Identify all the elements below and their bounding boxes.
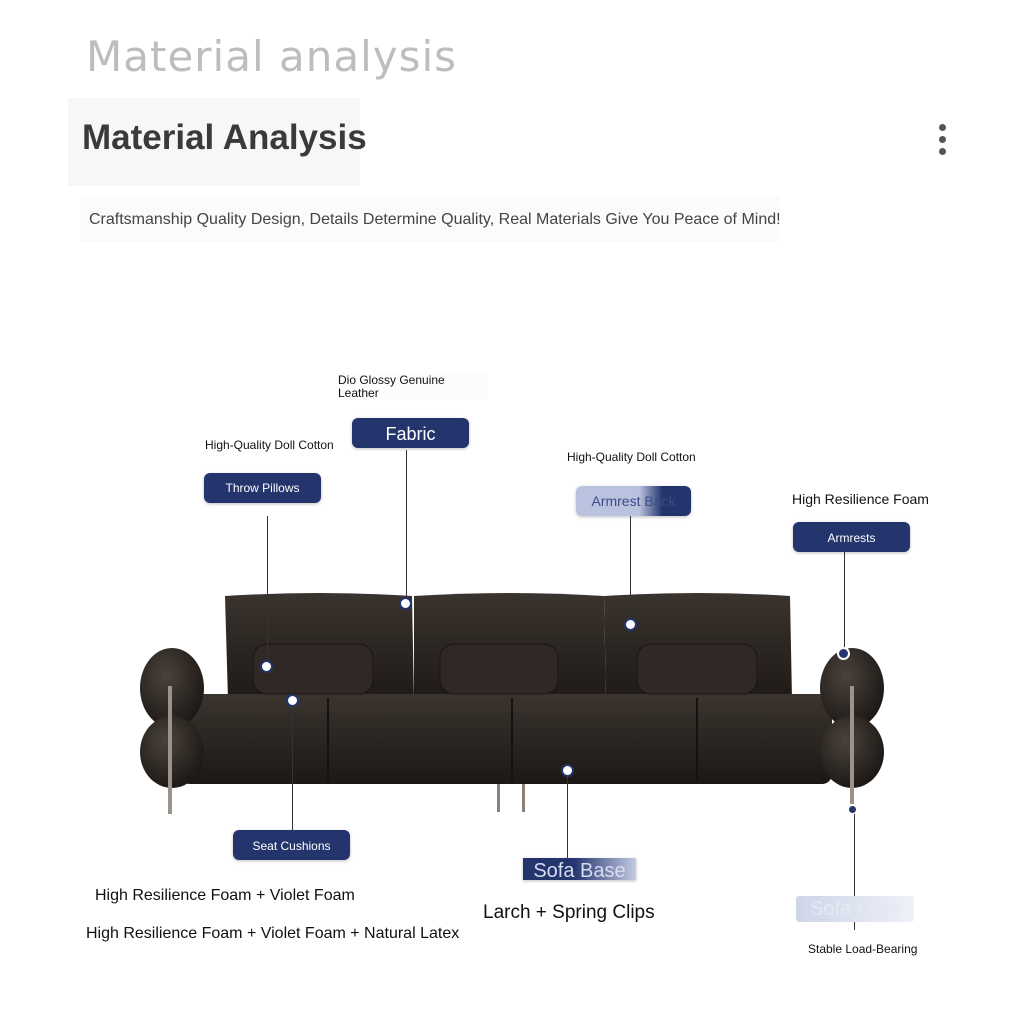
base-material-label: Larch + Spring Clips bbox=[483, 902, 655, 923]
seat-material-label-1: High Resilience Foam + Violet Foam bbox=[95, 887, 355, 904]
watermark-title: Material analysis bbox=[86, 32, 458, 81]
pillows-leader-line bbox=[267, 516, 268, 662]
legs-hotspot[interactable] bbox=[847, 804, 858, 815]
fabric-tag[interactable]: Fabric bbox=[352, 418, 469, 448]
seat-cushions-tag[interactable]: Seat Cushions bbox=[233, 830, 350, 860]
seat-material-label-2: High Resilience Foam + Violet Foam + Natural Latex bbox=[86, 925, 460, 942]
legs-material-label: Stable Load-Bearing bbox=[808, 942, 918, 956]
armrest-back-leader-line bbox=[630, 516, 631, 620]
fabric-leader-line bbox=[406, 450, 407, 598]
sofa-base-tag[interactable]: Sofa Base bbox=[523, 858, 636, 880]
armrest-back-hotspot[interactable] bbox=[624, 618, 637, 631]
pillows-hotspot[interactable] bbox=[260, 660, 273, 673]
fabric-hotspot[interactable] bbox=[399, 597, 412, 610]
throw-pillows-tag[interactable]: Throw Pillows bbox=[204, 473, 321, 503]
armrest-back-tag[interactable]: Armrest Back bbox=[576, 486, 691, 516]
pillows-material-label: High-Quality Doll Cotton bbox=[205, 438, 334, 452]
page-subtitle: Craftsmanship Quality Design, Details Determine Quality, Real Materials Give You Peace of Mind! bbox=[89, 211, 781, 228]
base-leader-line bbox=[567, 776, 568, 858]
fabric-material-label: Dio Glossy Genuine Leather bbox=[338, 374, 488, 400]
armrests-material-label: High Resilience Foam bbox=[792, 491, 929, 507]
armrest-back-material-label: High-Quality Doll Cotton bbox=[567, 450, 696, 464]
armrests-leader-line bbox=[844, 552, 845, 648]
sofa-legs-tag[interactable]: Sofa Legs bbox=[796, 896, 914, 922]
seat-leader-line bbox=[292, 706, 293, 830]
armrests-hotspot[interactable] bbox=[837, 647, 850, 660]
armrests-tag[interactable]: Armrests bbox=[793, 522, 910, 552]
page-title: Material Analysis bbox=[82, 118, 367, 157]
